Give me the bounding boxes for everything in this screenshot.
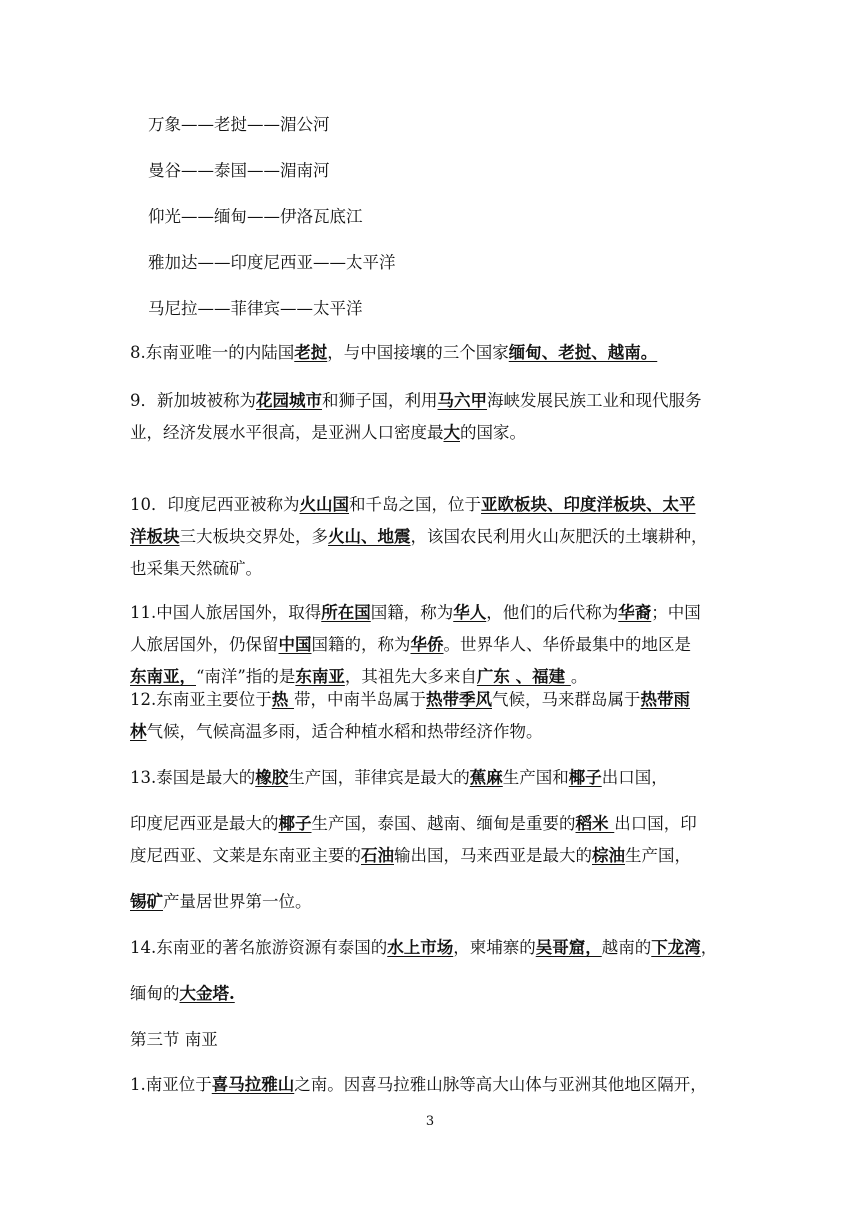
answer-keyword: 花园城市 [256, 391, 322, 410]
paragraph-line [130, 1030, 218, 1050]
answer-keyword: 火山国 [299, 495, 349, 514]
city-river-line: 仰光——缅甸——伊洛瓦底江 [148, 207, 363, 226]
answer-keyword: 下龙湾 [651, 938, 701, 957]
answer-keyword: 华裔 [618, 603, 652, 622]
city-river-line: 万象——老挝——湄公河 [148, 115, 330, 134]
answer-keyword: 喜马拉雅山 [211, 1075, 295, 1094]
city-river-line: 雅加达——印度尼西亚——太平洋 [148, 253, 396, 272]
text-segment: 国籍的，称为 [311, 635, 411, 654]
text-segment: 1.南亚位于 [130, 1075, 212, 1094]
text-segment: 缅甸的 [130, 984, 180, 1003]
answer-keyword: 广东 、福建 [476, 667, 571, 686]
text-segment: 。 [570, 667, 588, 686]
paragraph-line [130, 667, 587, 687]
paragraph-line [130, 527, 708, 547]
text-segment: 生产国，泰国、越南、缅甸是重要的 [311, 814, 576, 833]
text-segment: 印度尼西亚是最大的 [130, 814, 279, 833]
paragraph-line [130, 391, 702, 411]
answer-keyword: 热 [271, 690, 294, 709]
paragraph-line [130, 495, 696, 515]
answer-keyword: 东南亚 [295, 667, 345, 686]
paragraph-line [130, 938, 717, 958]
answer-keyword: 石油 [361, 846, 394, 865]
text-segment: 出口国， [601, 768, 668, 787]
city-river-line: 曼谷——泰国——湄南河 [148, 161, 330, 180]
text-segment: 。世界华人、华侨最集中的地区是 [443, 635, 691, 654]
text-segment: 8.东南亚唯一的内陆国 [130, 343, 295, 362]
answer-keyword: 所在国 [321, 603, 371, 622]
answer-keyword: 华侨 [410, 635, 444, 654]
text-segment: 业，经济发展水平很高，是亚洲人口密度最 [130, 423, 444, 442]
answer-keyword: 水上市场 [387, 938, 454, 957]
page-number: 3 [425, 1114, 435, 1129]
text-segment: 产量居世界第一位。 [163, 892, 312, 911]
answer-keyword: 大金塔. [179, 984, 235, 1003]
text-segment: 第三节 南亚 [130, 1030, 218, 1049]
text-segment: 之南。因喜马拉雅山脉等高大山体与亚洲其他地区隔开， [294, 1075, 707, 1094]
text-segment: 三大板块交界处，多 [179, 527, 328, 546]
text-segment: ，与中国接壤的三个国家 [327, 343, 509, 362]
answer-keyword: 锡矿 [130, 892, 163, 911]
answer-keyword: 马六甲 [437, 391, 487, 410]
paragraph-line [130, 690, 690, 710]
text-segment: 也采集天然硫矿。 [130, 559, 262, 578]
answer-keyword: 棕油 [592, 846, 625, 865]
answer-keyword: 中国 [278, 635, 312, 654]
answer-keyword: 缅甸、老挝、越南。 [508, 343, 658, 362]
text-segment: 生产国， [625, 846, 691, 865]
text-segment: 生产国和 [502, 768, 569, 787]
paragraph-line [130, 343, 657, 363]
paragraph-line [130, 892, 312, 912]
text-segment: 的国家。 [460, 423, 526, 442]
answer-keyword: 亚欧板块、印度洋板块、太平 [481, 495, 696, 514]
answer-keyword: 橡胶 [255, 768, 289, 787]
paragraph-line [130, 603, 701, 623]
answer-keyword: 东南亚， [130, 667, 196, 686]
answer-keyword: 老挝 [294, 343, 328, 362]
answer-keyword: 洋板块 [130, 527, 180, 546]
paragraph-line [130, 768, 668, 788]
text-segment: ，柬埔寨的 [453, 938, 536, 957]
paragraph-line [130, 984, 235, 1004]
answer-keyword: 热带雨 [640, 690, 690, 709]
text-segment: 气候，气候高温多雨，适合种植水稻和热带经济作物。 [146, 722, 543, 741]
paragraph-line [130, 846, 691, 866]
text-segment: 带，中南半岛属于 [294, 690, 426, 709]
answer-keyword: 林 [130, 722, 147, 741]
text-segment: ，该国农民利用火山灰肥沃的土壤耕种， [410, 527, 708, 546]
paragraph-line [130, 635, 691, 655]
text-segment: 13.泰国是最大的 [130, 768, 256, 787]
text-segment: 度尼西亚、文莱是东南亚主要的 [130, 846, 361, 865]
paragraph-line [130, 1075, 707, 1095]
answer-keyword: 热带季风 [426, 690, 492, 709]
text-segment: ，其祖先大多来自 [344, 667, 477, 686]
city-river-line: 马尼拉——菲律宾——太平洋 [148, 299, 363, 318]
text-segment: 10．印度尼西亚被称为 [130, 495, 300, 514]
text-segment: 生产国，菲律宾是最大的 [288, 768, 470, 787]
text-segment: 国籍，称为 [370, 603, 454, 622]
text-segment: 气候，马来群岛属于 [492, 690, 641, 709]
text-segment: 越南的 [601, 938, 652, 957]
answer-keyword: 椰子 [278, 814, 312, 833]
answer-keyword: 稻米 [575, 814, 615, 833]
answer-keyword: 火山、地震 [328, 527, 411, 546]
paragraph-line [130, 559, 262, 579]
paragraph-line [130, 423, 526, 443]
paragraph-line [130, 814, 697, 834]
answer-keyword: 吴哥窟， [535, 938, 602, 957]
answer-keyword: 华人 [453, 603, 487, 622]
text-segment: ， [700, 938, 718, 957]
text-segment: 14.东南亚的著名旅游资源有泰国的 [130, 938, 388, 957]
answer-keyword: 大 [443, 423, 460, 442]
answer-keyword: 蕉麻 [469, 768, 503, 787]
text-segment: 出口国，印 [614, 814, 697, 833]
text-segment: 和狮子国，利用 [322, 391, 438, 410]
text-segment: 9．新加坡被称为 [130, 391, 256, 410]
text-segment: 12.东南亚主要位于 [130, 690, 272, 709]
text-segment: 11.中国人旅居国外，取得 [130, 603, 322, 622]
text-segment: “南洋”指的是 [196, 667, 296, 686]
text-segment: 输出国，马来西亚是最大的 [394, 846, 592, 865]
text-segment: 人旅居国外，仍保留 [130, 635, 279, 654]
answer-keyword: 椰子 [568, 768, 602, 787]
text-segment: ；中国 [651, 603, 701, 622]
paragraph-line [130, 722, 543, 742]
text-segment: ，他们的后代称为 [486, 603, 619, 622]
text-segment: 海峡发展民族工业和现代服务 [487, 391, 702, 410]
text-segment: 和千岛之国，位于 [349, 495, 481, 514]
